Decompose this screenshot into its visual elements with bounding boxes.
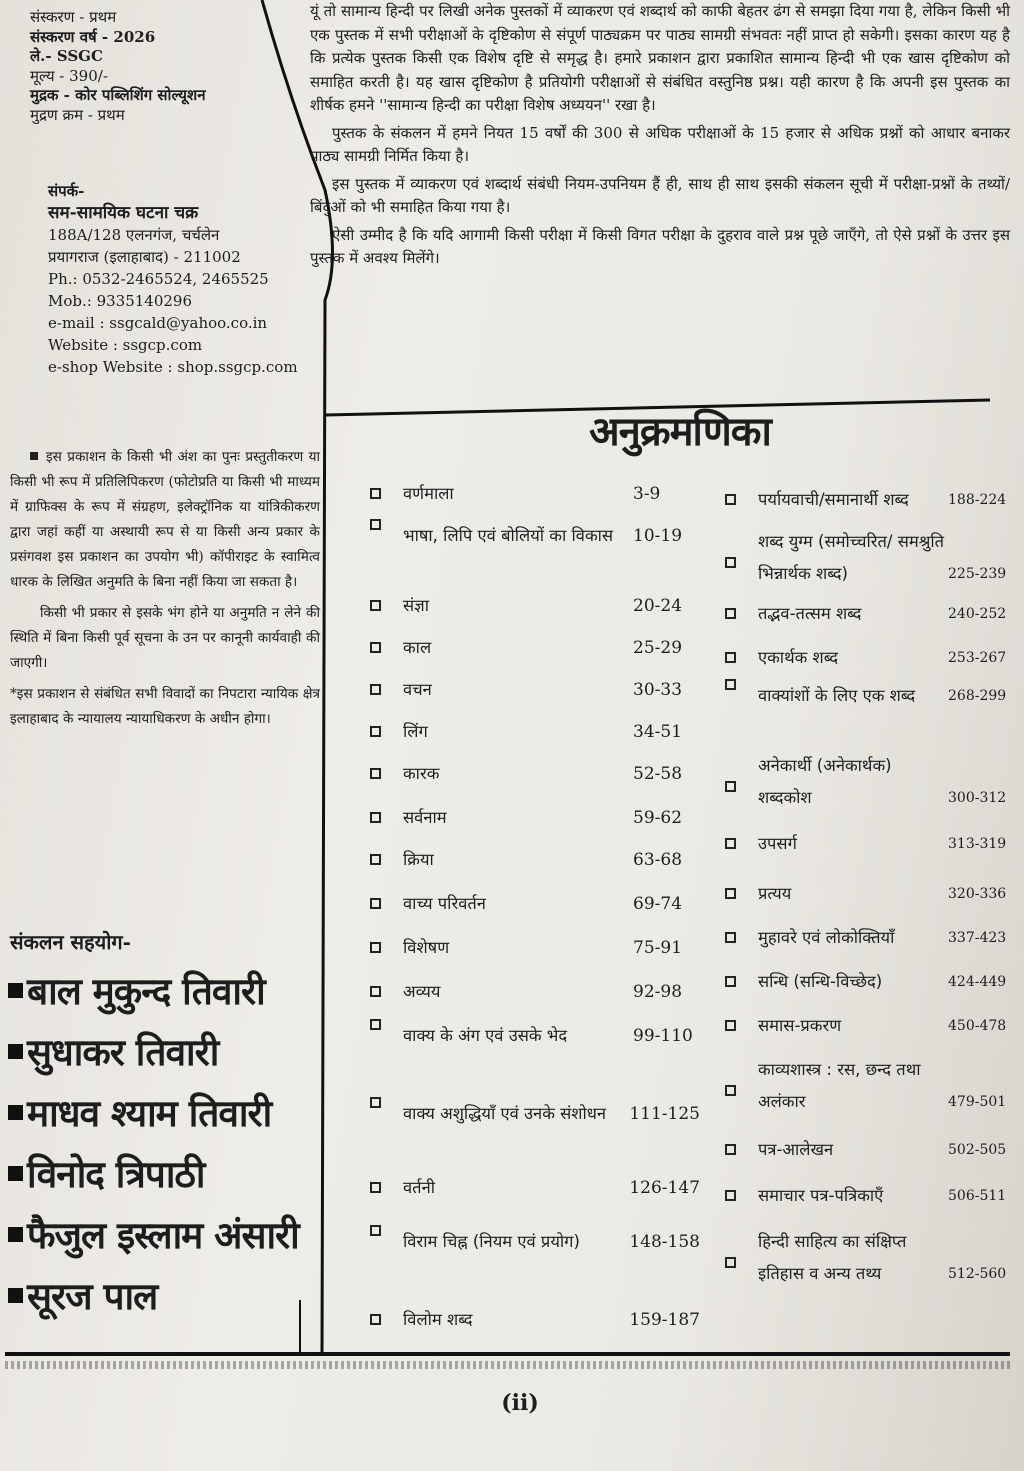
toc-entry-label: विलोम शब्द xyxy=(403,1310,473,1329)
toc-entry-pages: 300-312 xyxy=(948,790,1007,806)
toc-entry-pages: 240-252 xyxy=(948,606,1007,622)
toc-entry xyxy=(370,632,700,664)
toc-entry-pages: 52-58 xyxy=(633,764,683,784)
checkbox-square-icon xyxy=(370,898,381,909)
author-line: ले.- SSGC xyxy=(30,47,103,65)
compiler-name: सुधाकर तिवारी xyxy=(0,1022,320,1083)
toc-entry-label: समाचार पत्र-पत्रिकाएँ xyxy=(758,1186,884,1205)
toc-entry-label: सन्धि (सन्धि-विच्छेद) xyxy=(758,972,883,991)
toc-entry-pages: 479-501 xyxy=(948,1094,1007,1110)
checkbox-square-icon xyxy=(725,976,736,987)
toc-entry-pages: 313-319 xyxy=(948,836,1007,852)
eshop-line: e-shop Website : shop.ssgcp.com xyxy=(48,358,298,376)
toc-entry xyxy=(370,590,700,622)
copyright-para-3: *इस प्रकाशन से संबंधित सभी विवादों का निपटारा न्यायिक क्षेत्र इलाहाबाद के न्यायालय न्यायाधिकरण के अधीन होगा। xyxy=(10,686,320,727)
checkbox-square-icon xyxy=(725,652,736,663)
toc-entry-pages: 92-98 xyxy=(633,982,683,1002)
toc-entry xyxy=(370,802,700,834)
checkbox-square-icon xyxy=(370,768,381,779)
checkbox-square-icon xyxy=(370,642,381,653)
checkbox-square-icon xyxy=(370,854,381,865)
address-line-2: प्रयागराज (इलाहाबाद) - 211002 xyxy=(48,248,241,266)
toc-entry xyxy=(725,680,1015,712)
toc-entry-pages: 69-74 xyxy=(633,894,683,914)
copyright-para-1: इस प्रकाशन के किसी भी अंश का पुनः प्रस्तुतीकरण या किसी भी रूप में प्रतिलिपिकरण (फोटोप्रति या किसी भी माध्यम में ग्राफिक्स के रूप में संग्रहण, इलेक्ट्रॉनिक या यांत्रिकीकरण द्वारा जहां कहीं या अस्थायी रूप से या किसी अन्य प्रकार के प्रसंगवश इस प्रकाशन का उपयोग भी) कॉपीराइट के स्वामित्व धारक के लिखित अनुमति के बिना नहीं किया जा सकता है। xyxy=(10,449,320,590)
address-line-1: 188A/128 एलनगंज, चर्चलेन xyxy=(48,226,220,244)
compiler-name: विनोद त्रिपाठी xyxy=(0,1144,320,1205)
toc-entry-pages: 502-505 xyxy=(948,1142,1007,1158)
toc-entry xyxy=(370,976,700,1008)
toc-entry xyxy=(370,1020,700,1052)
toc-entry-pages: 225-239 xyxy=(948,566,1007,582)
price-line: मूल्य - 390/- xyxy=(30,66,108,85)
toc-entry xyxy=(725,526,1015,590)
email-line: e-mail : ssgcald@yahoo.co.in xyxy=(48,314,268,332)
toc-entry-pages: 126-147 xyxy=(629,1178,700,1198)
checkbox-square-icon xyxy=(370,1225,381,1236)
compiler-name: सूरज पाल xyxy=(0,1266,320,1327)
toc-entry-pages: 450-478 xyxy=(948,1018,1007,1034)
toc-entry-label: पत्र-आलेखन xyxy=(758,1140,834,1159)
toc-entry-label: भाषा, लिपि एवं बोलियों का विकास xyxy=(403,526,614,545)
preface-para-4: ऐसी उम्मीद है कि यदि आगामी किसी परीक्षा में किसी विगत परीक्षा के दुहराव वाले प्रश्न पूछे जाएँगे, तो ऐसे प्रश्नों के उत्तर इस पुस्तक में अवश्य मिलेंगे। xyxy=(310,225,1010,267)
toc-entry xyxy=(370,932,700,964)
preface-para-1: यूं तो सामान्य हिन्दी पर लिखी अनेक पुस्तकों में व्याकरण एवं शब्दार्थ को काफी बेहतर ढंग से समझा दिया गया है, लेकिन किसी भी एक पुस्तक में सभी परीक्षाओं के दृष्टिकोण से संपूर्ण पाठ्यक्रम पर पाठ्य सामग्री संभवतः नहीं प्राप्त हो सकेगी। इसका कारण यह है कि प्रत्येक पुस्तक किसी एक विशेष दृष्टि से समृद्ध है। हमारे प्रकाशन द्वारा प्रकाशित सामान्य हिन्दी भी एक खास दृष्टिकोण को समाहित करती है। यह खास दृष्टिकोण है प्रतियोगी परीक्षाओं से संबंधित वस्तुनिष्ठ प्रश्न। यही कारण है कि अपनी इस पुस्तक का शीर्षक हमने ''सामान्य हिन्दी का परीक्षा विशेष अध्ययन'' रखा है। xyxy=(310,2,1010,114)
checkbox-square-icon xyxy=(725,608,736,619)
toc-entry xyxy=(725,1180,1015,1212)
toc-entry-label: संज्ञा xyxy=(403,596,430,615)
toc-entry-label: अनेकार्थी (अनेकार्थक) शब्दकोश xyxy=(758,756,892,807)
publisher-name: सम-सामयिक घटना चक्र xyxy=(48,203,199,223)
toc-entry-label: उपसर्ग xyxy=(758,834,797,853)
toc-entry xyxy=(725,750,1015,814)
checkbox-square-icon xyxy=(370,684,381,695)
toc-entry-label: विशेषण xyxy=(403,938,450,957)
toc-entry-label: प्रत्यय xyxy=(758,884,792,903)
toc-entry-pages: 188-224 xyxy=(948,492,1007,508)
toc-entry-pages: 268-299 xyxy=(948,688,1007,704)
checkbox-square-icon xyxy=(725,838,736,849)
toc-entry-label: तद्भव-तत्सम शब्द xyxy=(758,604,862,623)
checkbox-square-icon xyxy=(725,1144,736,1155)
toc-entry xyxy=(725,922,1015,954)
toc-entry xyxy=(370,520,700,552)
toc-entry-label: क्रिया xyxy=(403,850,434,869)
toc-entry xyxy=(370,1226,700,1258)
checkbox-square-icon xyxy=(370,1314,381,1325)
checkbox-square-icon xyxy=(370,726,381,737)
checkbox-square-icon xyxy=(370,1182,381,1193)
toc-entry-label: वचन xyxy=(403,680,432,699)
checkbox-square-icon xyxy=(370,488,381,499)
toc-entry-label: लिंग xyxy=(403,722,428,741)
toc-entry-pages: 63-68 xyxy=(633,850,683,870)
mobile-line: Mob.: 9335140296 xyxy=(48,292,193,310)
toc-title: अनुक्रमणिका xyxy=(589,409,771,455)
compiler-name: फैजुल इस्लाम अंसारी xyxy=(0,1205,320,1266)
checkbox-square-icon xyxy=(370,600,381,611)
toc-entry-label: वाक्य अशुद्धियाँ एवं उनके संशोधन xyxy=(403,1104,607,1123)
preface-text xyxy=(310,0,1010,275)
toc-entry xyxy=(370,1304,700,1336)
toc-entry xyxy=(725,598,1015,630)
checkbox-square-icon xyxy=(725,932,736,943)
toc-entry-label: काव्यशास्त्र : रस, छन्द तथा अलंकार xyxy=(758,1060,921,1111)
toc-entry xyxy=(725,642,1015,674)
toc-entry-pages: 512-560 xyxy=(948,1266,1007,1282)
toc-entry-label: वाक्य के अंग एवं उसके भेद xyxy=(403,1026,568,1045)
toc-entry-label: विराम चिह्न (नियम एवं प्रयोग) xyxy=(403,1232,580,1251)
checkbox-square-icon xyxy=(370,942,381,953)
contact-heading: संपर्क- xyxy=(48,182,85,200)
toc-entry-label: मुहावरे एवं लोकोक्तियाँ xyxy=(758,928,895,947)
toc-entry-label: कारक xyxy=(403,764,440,783)
toc-entry xyxy=(370,478,700,510)
checkbox-square-icon xyxy=(725,494,736,505)
checkbox-square-icon xyxy=(725,1190,736,1201)
toc-entry-label: वाच्य परिवर्तन xyxy=(403,894,486,913)
toc-entry-pages: 34-51 xyxy=(633,722,683,742)
toc-entry-pages: 30-33 xyxy=(633,680,683,700)
toc-entry-pages: 25-29 xyxy=(633,638,683,658)
toc-entry xyxy=(370,674,700,706)
toc-entry-pages: 99-110 xyxy=(633,1026,693,1046)
toc-entry-label: हिन्दी साहित्य का संक्षिप्त इतिहास व अन्य तथ्य xyxy=(758,1232,907,1283)
toc-entry-pages: 424-449 xyxy=(948,974,1007,990)
toc-entry-label: समास-प्रकरण xyxy=(758,1016,842,1035)
toc-entry xyxy=(725,828,1015,860)
toc-entry-label: शब्द युग्म (समोच्चरित/ समश्रुति भिन्नार्थक शब्द) xyxy=(758,532,945,583)
compilers-heading: संकलन सहयोग- xyxy=(10,930,131,954)
checkbox-square-icon xyxy=(370,812,381,823)
toc-entry-label: वर्णमाला xyxy=(403,484,454,503)
preface-para-3: इस पुस्तक में व्याकरण एवं शब्दार्थ संबंधी नियम-उपनियम हैं ही, साथ ही साथ इसकी संकलन सूची में परीक्षा-प्रश्नों के तथ्यों/बिंदुओं को भी समाहित किया गया है। xyxy=(310,174,1010,216)
toc-entry xyxy=(725,484,1015,516)
toc-entry-pages: 148-158 xyxy=(629,1232,700,1252)
toc-entry xyxy=(725,1054,1015,1118)
edition-line: संस्करण - प्रथम xyxy=(30,8,117,26)
checkbox-square-icon xyxy=(725,1020,736,1031)
toc-entry-pages: 75-91 xyxy=(633,938,683,958)
toc-entry-label: अव्यय xyxy=(403,982,441,1001)
checkbox-square-icon xyxy=(725,781,736,792)
toc-entry-pages: 506-511 xyxy=(948,1188,1007,1204)
checkbox-square-icon xyxy=(370,519,381,530)
toc-entry xyxy=(370,716,700,748)
toc-entry-pages: 20-24 xyxy=(633,596,683,616)
toc-entry-pages: 10-19 xyxy=(633,526,683,546)
toc-entry-pages: 320-336 xyxy=(948,886,1007,902)
toc-entry xyxy=(370,1172,700,1204)
checkbox-square-icon xyxy=(725,1257,736,1268)
checkbox-square-icon xyxy=(370,1019,381,1030)
toc-entry xyxy=(725,966,1015,998)
edition-year-line: संस्करण वर्ष - 2026 xyxy=(30,27,156,46)
footer-rule-dotted xyxy=(5,1361,1010,1369)
toc-entry-pages: 3-9 xyxy=(633,484,661,504)
checkbox-square-icon xyxy=(370,986,381,997)
toc-entry xyxy=(725,878,1015,910)
toc-entry-label: काल xyxy=(403,638,432,657)
page-number: (ii) xyxy=(501,1390,539,1416)
toc-entry xyxy=(370,758,700,790)
checkbox-square-icon xyxy=(370,1097,381,1108)
copyright-para-2: किसी भी प्रकार से इसके भंग होने या अनुमति न लेने की स्थिति में बिना किसी पूर्व सूचना के उन पर कानूनी कार्यवाही की जाएगी। xyxy=(10,605,320,671)
toc-entry-label: वर्तनी xyxy=(403,1178,436,1197)
compiler-name: माधव श्याम तिवारी xyxy=(0,1083,320,1144)
phone-line: Ph.: 0532-2465524, 2465525 xyxy=(48,270,269,288)
toc-entry-label: वाक्यांशों के लिए एक शब्द xyxy=(758,686,916,705)
toc-entry xyxy=(725,1010,1015,1042)
footer-rule xyxy=(5,1352,1010,1356)
toc-entry-pages: 159-187 xyxy=(629,1310,700,1330)
toc-entry-label: एकार्थक शब्द xyxy=(758,648,839,667)
toc-entry-label: पर्यायवाची/समानार्थी शब्द xyxy=(758,490,909,509)
compiler-name: बाल मुकुन्द तिवारी xyxy=(0,961,320,1022)
toc-entry-pages: 337-423 xyxy=(948,930,1007,946)
checkbox-square-icon xyxy=(725,679,736,690)
checkbox-square-icon xyxy=(725,557,736,568)
toc-entry-pages: 253-267 xyxy=(948,650,1007,666)
checkbox-square-icon xyxy=(725,1085,736,1096)
toc-entry-pages: 59-62 xyxy=(633,808,683,828)
toc-entry xyxy=(725,1226,1015,1290)
toc-entry xyxy=(370,844,700,876)
website-line: Website : ssgcp.com xyxy=(48,336,203,354)
print-order-line: मुद्रण क्रम - प्रथम xyxy=(30,105,125,124)
printer-line: मुद्रक - कोर पब्लिशिंग सोल्यूशन xyxy=(30,86,206,104)
preface-para-2: पुस्तक के संकलन में हमने नियत 15 वर्षों की 300 से अधिक परीक्षाओं के 15 हजार से अधिक प्रश्नों को आधार बनाकर पाठ्य सामग्री निर्मित किया है। xyxy=(310,123,1010,165)
toc-entry xyxy=(370,888,700,920)
toc-entry xyxy=(370,1098,700,1130)
toc-entry-pages: 111-125 xyxy=(629,1104,700,1124)
toc-entry-label: सर्वनाम xyxy=(403,808,447,827)
toc-entry xyxy=(725,1134,1015,1166)
checkbox-square-icon xyxy=(725,888,736,899)
